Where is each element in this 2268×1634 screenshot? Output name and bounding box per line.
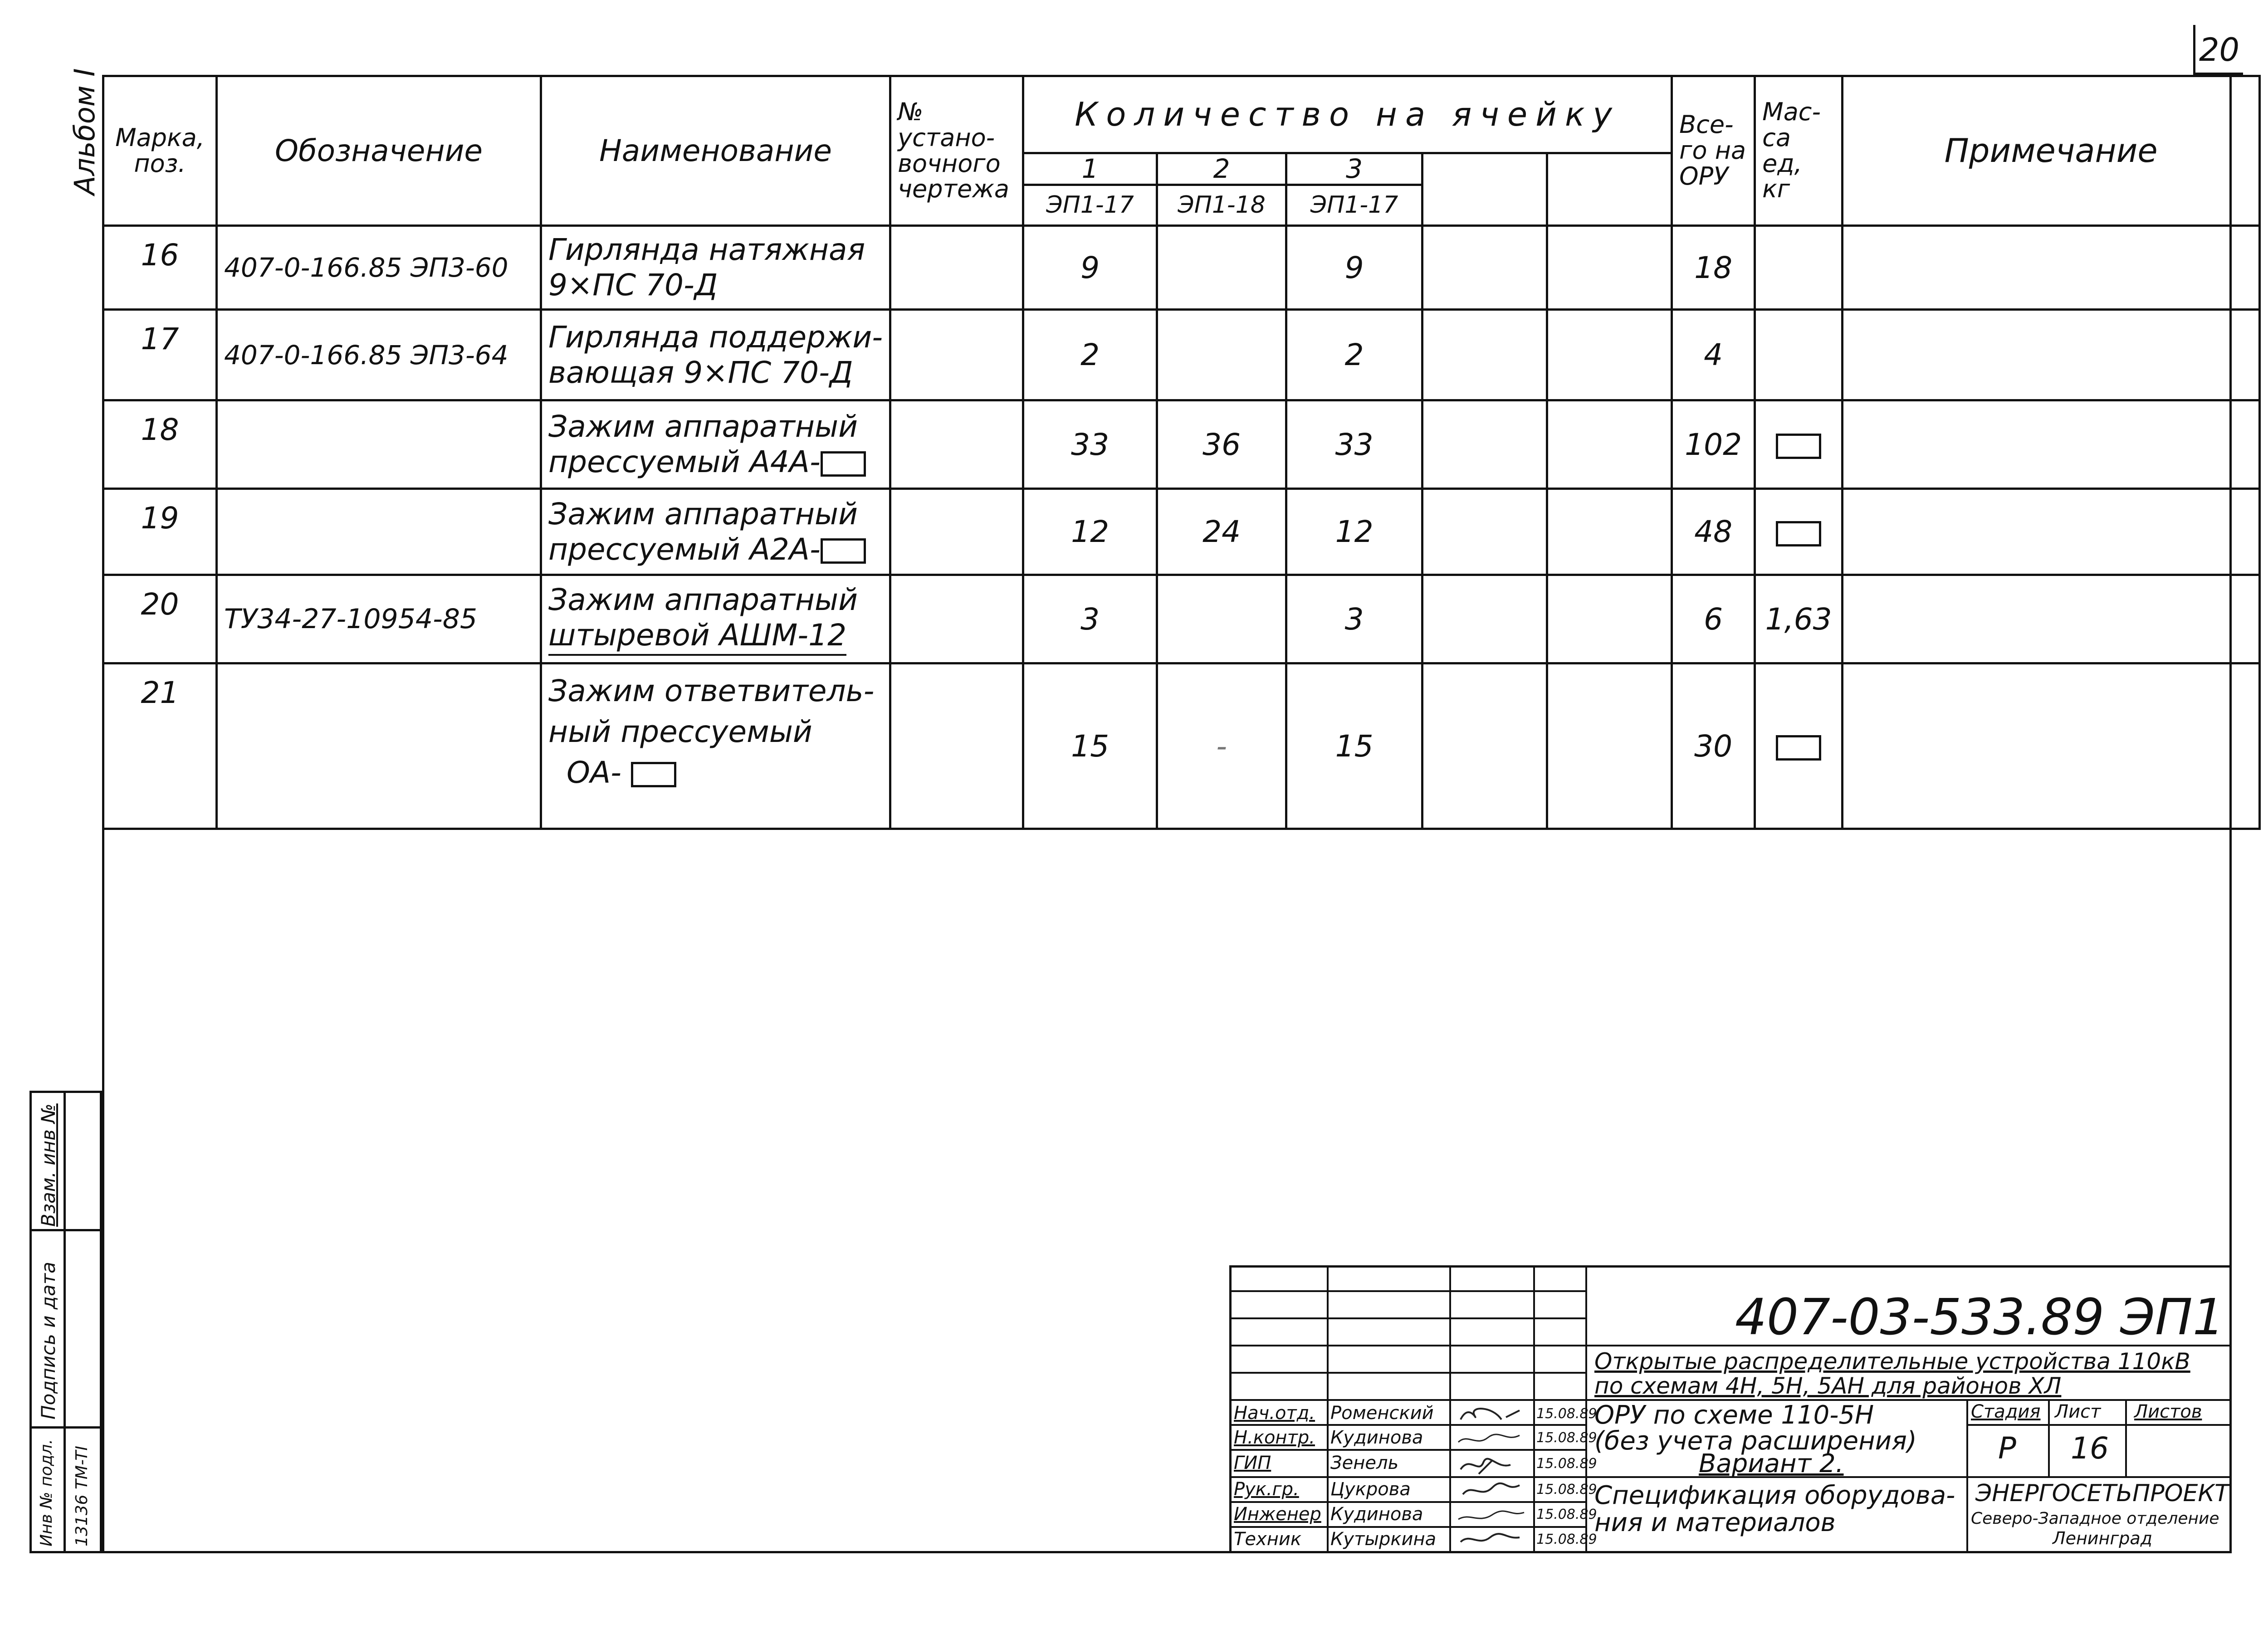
row-total: 6	[1672, 575, 1755, 663]
row-drawing-no	[890, 663, 1023, 829]
margin-cell-podpis-value	[64, 1229, 102, 1429]
row-qty-1: 9	[1023, 226, 1157, 310]
row-qty-3: 15	[1286, 663, 1422, 829]
row-drawing-no	[890, 400, 1023, 489]
row-mass	[1755, 226, 1843, 310]
project-title-line-1: Открытые распределительные устройства 110кВ	[1594, 1348, 2190, 1375]
row-designation: ТУ34-27-10954-85	[217, 575, 541, 663]
page-number: 20	[2193, 25, 2243, 75]
row-qty-3: 12	[1286, 489, 1422, 575]
cell-empty-5	[1547, 153, 1672, 226]
row-qty-1: 3	[1023, 575, 1157, 663]
margin-label-inv: Инв № подл.	[37, 1439, 56, 1546]
row-pos: 21	[103, 663, 217, 829]
row-note	[1843, 575, 2260, 663]
row-designation	[217, 489, 541, 575]
row-qty-4	[1422, 310, 1547, 400]
row-qty-3: 33	[1286, 400, 1422, 489]
col-header-total: Все- го на ОРУ	[1672, 76, 1755, 226]
col-header-name: Наименование	[541, 76, 890, 226]
row-qty-5	[1547, 226, 1672, 310]
row-total: 48	[1672, 489, 1755, 575]
blank-box-icon	[1776, 735, 1821, 761]
row-name: Зажим ответвитель- ный прессуемый ОА-	[541, 663, 890, 829]
row-drawing-no	[890, 575, 1023, 663]
row-drawing-no	[890, 489, 1023, 575]
row-qty-2: 36	[1157, 400, 1286, 489]
row-qty-1: 12	[1023, 489, 1157, 575]
row-note	[1843, 489, 2260, 575]
row-qty-4	[1422, 575, 1547, 663]
table-row	[103, 575, 2260, 663]
row-qty-3: 2	[1286, 310, 1422, 400]
row-designation	[217, 663, 541, 829]
cell-code-1: ЭП1-17	[1023, 185, 1157, 226]
staff-date: 15.08.89	[1536, 1456, 1597, 1472]
row-qty-5	[1547, 310, 1672, 400]
row-qty-2: -	[1157, 663, 1286, 829]
blank-box-icon	[821, 451, 866, 477]
staff-date: 15.08.89	[1536, 1532, 1597, 1547]
staff-name: Кудинова	[1330, 1427, 1423, 1448]
row-qty-2	[1157, 575, 1286, 663]
row-qty-2	[1157, 310, 1286, 400]
row-qty-1: 33	[1023, 400, 1157, 489]
sheet-title-line-1: ОРУ по схеме 110-5Н	[1594, 1400, 1874, 1430]
staff-name: Кудинова	[1330, 1504, 1423, 1525]
row-note	[1843, 400, 2260, 489]
row-drawing-no	[890, 310, 1023, 400]
table-row	[103, 400, 2260, 489]
row-qty-2	[1157, 226, 1286, 310]
staff-role: Техник	[1234, 1529, 1302, 1550]
row-qty-5	[1547, 663, 1672, 829]
row-name: Гирлянда натяжная 9×ПС 70-Д	[541, 226, 890, 310]
row-qty-5	[1547, 400, 1672, 489]
row-pos: 16	[103, 226, 217, 310]
row-qty-3: 9	[1286, 226, 1422, 310]
row-qty-4	[1422, 226, 1547, 310]
stage-value: Р	[1998, 1431, 2016, 1466]
staff-role: Н.контр.	[1234, 1427, 1315, 1448]
row-pos: 19	[103, 489, 217, 575]
row-mass	[1755, 310, 1843, 400]
cell-code-2: ЭП1-18	[1157, 185, 1286, 226]
row-name: Зажим аппаратный прессуемый А2А-	[541, 489, 890, 575]
row-qty-4	[1422, 663, 1547, 829]
row-qty-1: 15	[1023, 663, 1157, 829]
cell-code-3: ЭП1-17	[1286, 185, 1422, 226]
row-note	[1843, 226, 2260, 310]
staff-name: Кутыркина	[1330, 1529, 1437, 1550]
margin-label-podpis: Подпись и дата	[37, 1262, 59, 1419]
signature-scribbles-icon	[1452, 1401, 1533, 1551]
staff-date: 15.08.89	[1536, 1507, 1597, 1522]
row-note	[1843, 310, 2260, 400]
cell-empty-4	[1422, 153, 1547, 226]
table-row	[103, 489, 2260, 575]
sheet-title-line-2: (без учета расширения)	[1594, 1426, 1917, 1456]
staff-role: Нач.отд.	[1234, 1403, 1315, 1424]
row-name: Гирлянда поддержи- вающая 9×ПС 70-Д	[541, 310, 890, 400]
row-mass	[1755, 400, 1843, 489]
sheet-value: 16	[2071, 1431, 2109, 1466]
row-qty-4	[1422, 400, 1547, 489]
row-total: 30	[1672, 663, 1755, 829]
margin-label-vzam: Взам. инв №	[37, 1103, 59, 1227]
row-mass	[1755, 489, 1843, 575]
table-row	[103, 226, 2260, 310]
col-header-designation: Обозначение	[217, 76, 541, 226]
org-name: ЭНЕРГОСЕТЬПРОЕКТ	[1975, 1480, 2229, 1507]
col-header-mark: Марка, поз.	[103, 76, 217, 226]
row-name: Зажим аппаратный штыревой АШМ-12	[541, 575, 890, 663]
sheet-title-line-3: Вариант 2.	[1699, 1449, 1844, 1478]
row-pos: 20	[103, 575, 217, 663]
row-mass: 1,63	[1755, 575, 1843, 663]
spec-title-line-2: ния и материалов	[1594, 1508, 1836, 1537]
project-title-line-2: по схемам 4Н, 5Н, 5АН для районов ХЛ	[1594, 1373, 2062, 1399]
row-qty-5	[1547, 489, 1672, 575]
doc-code: 407-03-533.89 ЭП1	[1735, 1288, 2224, 1346]
staff-date: 15.08.89	[1536, 1406, 1597, 1422]
col-header-drawing-no: № устано- вочного чертежа	[890, 76, 1023, 226]
margin-cell-vzam-value	[64, 1091, 102, 1231]
row-designation	[217, 400, 541, 489]
row-qty-1: 2	[1023, 310, 1157, 400]
row-drawing-no	[890, 226, 1023, 310]
col-header-note: Примечание	[1843, 76, 2260, 226]
row-qty-5	[1547, 575, 1672, 663]
blank-box-icon	[821, 538, 866, 564]
org-city: Ленинград	[2053, 1528, 2152, 1548]
blank-box-icon	[1776, 521, 1821, 546]
row-total: 4	[1672, 310, 1755, 400]
row-total: 18	[1672, 226, 1755, 310]
row-note	[1843, 663, 2260, 829]
specification-table	[102, 75, 2261, 830]
table-row	[103, 663, 2260, 829]
row-pos: 18	[103, 400, 217, 489]
blank-box-icon	[1776, 434, 1821, 459]
sheets-label: Листов	[2134, 1401, 2202, 1422]
row-mass	[1755, 663, 1843, 829]
row-name: Зажим аппаратный прессуемый А4А-	[541, 400, 890, 489]
row-total: 102	[1672, 400, 1755, 489]
row-pos: 17	[103, 310, 217, 400]
staff-role: Инженер	[1234, 1504, 1321, 1525]
row-qty-2: 24	[1157, 489, 1286, 575]
staff-name: Цукрова	[1330, 1479, 1411, 1500]
staff-role: Рук.гр.	[1234, 1479, 1299, 1500]
org-division: Северо-Западное отделение	[1971, 1509, 2219, 1528]
staff-date: 15.08.89	[1536, 1482, 1597, 1497]
row-qty-3: 3	[1286, 575, 1422, 663]
cell-number-2: 2	[1157, 153, 1286, 185]
table-row	[103, 310, 2260, 400]
stage-label: Стадия	[1971, 1401, 2041, 1422]
staff-role: ГИП	[1234, 1453, 1271, 1473]
row-qty-4	[1422, 489, 1547, 575]
title-block	[1229, 1265, 2232, 1553]
sheet-label: Лист	[2055, 1401, 2101, 1422]
margin-inv-number: 13136 TM-TI	[73, 1446, 91, 1546]
col-header-qty-per-cell: Количество на ячейку	[1023, 76, 1672, 153]
blank-box-icon	[631, 762, 676, 787]
album-label: Альбом I	[68, 68, 101, 195]
spec-title-line-1: Спецификация оборудова-	[1594, 1481, 1955, 1510]
cell-number-1: 1	[1023, 153, 1157, 185]
staff-name: Роменский	[1330, 1403, 1434, 1424]
row-designation: 407-0-166.85 ЭП3-64	[217, 310, 541, 400]
cell-number-3: 3	[1286, 153, 1422, 185]
staff-name: Зенель	[1330, 1453, 1399, 1473]
staff-date: 15.08.89	[1536, 1430, 1597, 1446]
row-designation: 407-0-166.85 ЭП3-60	[217, 226, 541, 310]
col-header-mass: Мас- са ед, кг	[1755, 76, 1843, 226]
